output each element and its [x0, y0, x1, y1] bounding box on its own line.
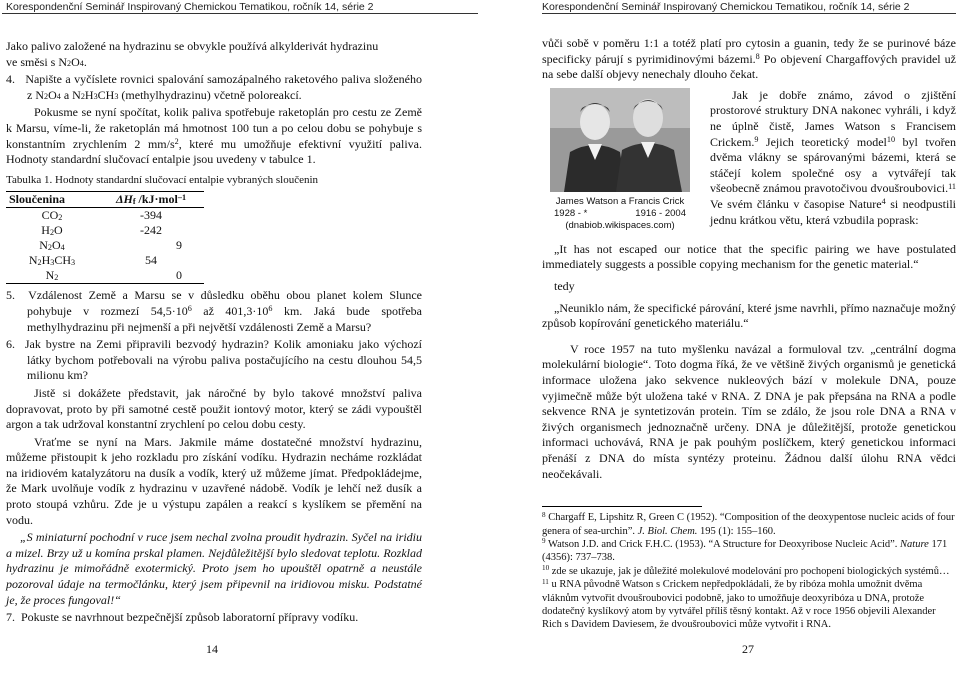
right-page [480, 0, 960, 683]
header-rule [542, 13, 956, 14]
page-number-left: 14 [206, 642, 218, 656]
footnote-10: $^{10}$ zde se ukazuje, jak je důležité molekulové modelování pro pochopení biologických systémů… [542, 564, 950, 577]
table-row: $N_2$ 0 [6, 268, 204, 284]
ion-engine-paragraph: Jistě si dokážete představit, jak náročné by bylo takové množství paliva dopravovat, proto by při samotné cestě použit iontový motor, který se zádi vypouštěl argon a tak udržoval konstantní zrychlení po celou dobu cesty. [6, 385, 422, 432]
left-column [6, 39, 422, 626]
table-caption: Tabulka 1. Hodnoty standardní slučovací entalpie vybraných sloučenin [6, 173, 319, 186]
fuel-calculation-paragraph: Pokusme se nyní spočítat, kolik paliva spotřebuje raketoplán pro cestu ze Země k Marsu, víme-li, že raketoplán má hmotnost 100 tun a po celou dobu se pohybuje s konstantním zrychlením 2 $mm/s^2$, které mu umožňuje efektivní využití paliva. Hodnoty standardní slučovací entalpie jsou uvedeny v tabulce 1. [6, 105, 423, 167]
table-row: $N_2O_4$ 9 [39, 238, 182, 253]
footnote-rule [542, 506, 702, 507]
photo-section [542, 88, 956, 236]
watson-crick-photo [550, 88, 690, 192]
chargaff-paragraph: vůči sobě v poměru 1:1 a totéž platí pro cytosin a guanin, tedy že se purinové báze specificky párují s pyrimidinovými bázemi.$^8$ Po objevení Chargaffových pravidel už na sebe další objevy nenechaly dlouho čekat. [542, 36, 956, 82]
table-row: $H_2O$ -242 [41, 223, 162, 238]
question-6: 6. Jak bystre na Zemi připravili bezvodý hydrazin? Kolik amoniaku jako výchozí látky bychom potřebovali na výrobu paliva postačujícího na cestu dlouhou 54,5 milionu km? [6, 337, 423, 383]
question-4: 4. Napište a vyčíslete rovnici spalování samozápalného raketového paliva složeného z $N_2O_4$ a $N_2H_3CH_3$ (methylhydrazinu) včetně poloreakcí. [6, 72, 422, 102]
table-header-enthalpy: $\Delta H_f$ /kJ·mol$^{-1}$ [98, 192, 204, 208]
enthalpy-table [6, 191, 204, 284]
tedy-word: tedy [554, 278, 575, 293]
table-row: $N_2H_3CH_3$ 54 [28, 253, 157, 268]
header-rule [2, 13, 478, 14]
hydrazin-decomposition-paragraph: Vraťme se nyní na Mars. Jakmile máme dostatečné množství hydrazinu, můžeme přistoupit k jeho rozkladu pro získání vodíku. Hydrazin necháme rozkládat na iridiovém katalyzátoru na dusík a vodík, který už můžeme jímat. Předpokládejme, že Mark uvolňuje vodík z hydrazinu v uzavřené nádobě. Vodík je lehčí než dusík a proto stoupá vzhůru. Zde je u výstupu zapálen a reakcí s kyslíkem se přemění na vodu. [6, 434, 422, 527]
nature-quote-english: „It has not escaped our notice that the specific pairing we have postulated immediately suggests a possible copying mechanism for the genetic material.“ [542, 241, 956, 272]
book-quote: „S miniaturní pochodní v ruce jsem nechal zvolna proudit hydrazin. Syčel na iridiu a mizel. Brzy už u komína prskal plamen. Nejdůležitější bylo sledovat teplotu. Rozklad hydrazinu je mimořádně exotermický. Proto jsem ho upouštěl opatrně a neustále pozoroval údaje na termočlánku, který jsem připevnil na iridiovou misku. Podstatné je, že proces fungoval!“ [6, 530, 422, 607]
table-header-compound: Sloučenina [6, 192, 98, 208]
running-header: Korespondenční Seminář Inspirovaný Chemickou Tematikou, ročník 14, série 2 [542, 1, 910, 13]
page-number-right: 27 [742, 642, 754, 656]
dna-structure-paragraph: Jak je dobře známo, závod o zjištění prostorové struktury DNA nakonec vyhráli, i když ne úplně čistě, James Watson s Francisem Crickem.$^9$ Jejich teoretický model$^{10}$ byl tvořen dvěma vlákny se spárovanými bázemi, která se stáčejí kolem společné osy a vytvářejí tak všeobecně známou pravotočivou dvoušroubovici.$^{11}$ Ve svém článku v časopise Nature$^4$ si neodpustili jednu krátkou větu, která vzbudila poprask: [710, 87, 956, 227]
photo-caption: James Watson a Francis Crick 1928 - * 1916 - 2004 (dnabiob.wikispaces.com) [554, 195, 686, 231]
footnote-9: $^9$ Watson J.D. and Crick F.H.C. (1953). “A Structure for Deoxyribose Nucleic Acid”. Nature 171 (4356): 737–738. [542, 537, 948, 564]
footnote-11: $^{11}$ u RNA původně Watson s Crickem nepředpokládali, že by ribóza mohla umožnit dvěma vláknům vytvořit dvoušroubovici podobně, jako to umožňuje deoxyribóza u DNA, protože dodatečný kyslíkový atom by vytvářel příliš těsný kontakt. Až v roce 1956 objevili Alexander Rich s Davidem Daviesem, že dvoušroubovici může vytvořit i RNA. [542, 577, 936, 631]
portrait-photo-icon [550, 88, 690, 192]
table-row: $CO_2$ -394 [41, 208, 162, 223]
intro-paragraph: Jako palivo založené na hydrazinu se obvykle používá alkylderivát hydrazinu ve směsi s $N_2O_4$. [6, 39, 379, 69]
nature-quote-czech: „Neuniklo nám, že specifické párování, které jsme navrhli, přímo naznačuje možný způsob kopírování genetického materiálu.“ [542, 300, 956, 331]
right-column [542, 36, 956, 632]
question-5: 5. Vzdálenost Země a Marsu se v důsledku oběhu obou planet kolem Slunce pohybuje v rozmezí $54,5\cdot 10^6$ až $401,3\cdot 10^6$ km. Jaká bude spotřeba methylhydrazinu při nejmenší a při největší vzdálenosti Země a Marsu? [6, 288, 422, 334]
photo-figure [542, 88, 698, 232]
running-header: Korespondenční Seminář Inspirovaný Chemickou Tematikou, ročník 14, série 2 [6, 1, 374, 13]
central-dogma-paragraph: V roce 1957 na tuto myšlenku navázal a formuloval tzv. „centrální dogma molekulární biologie“. Toto dogma říká, že ve většině živých organismů je genetická informace uložena jako sekvence nukleových bází v molekule DNA, pouze vyjimečně může být uložena také v RNA. Z DNA je pak přepsána na RNA a podle sekvence RNA je syntetizován protein. Tím se zdálo, že jsou role DNA a RNA v živých organismech jednoznačně určeny. DNA je důležitější, protože genetickou informaci uchovává, RNA je pak pouhým poslíčkem, který genetickou informaci přenáší z DNA do místa syntézy proteinu. Žádnou další úlohu RNA vědci neočekávali. [542, 341, 956, 481]
footnote-8: $^8$ Chargaff E, Lipshitz R, Green C (1952). “Composition of the deoxypentose nucleic acids of four genera of sea-urchin”. J. Biol. Chem. 195 (1): 155–160. [542, 510, 955, 537]
question-7: 7. Pokuste se navrhnout bezpečnější způsob laboratorní přípravy vodíku. [6, 610, 359, 625]
